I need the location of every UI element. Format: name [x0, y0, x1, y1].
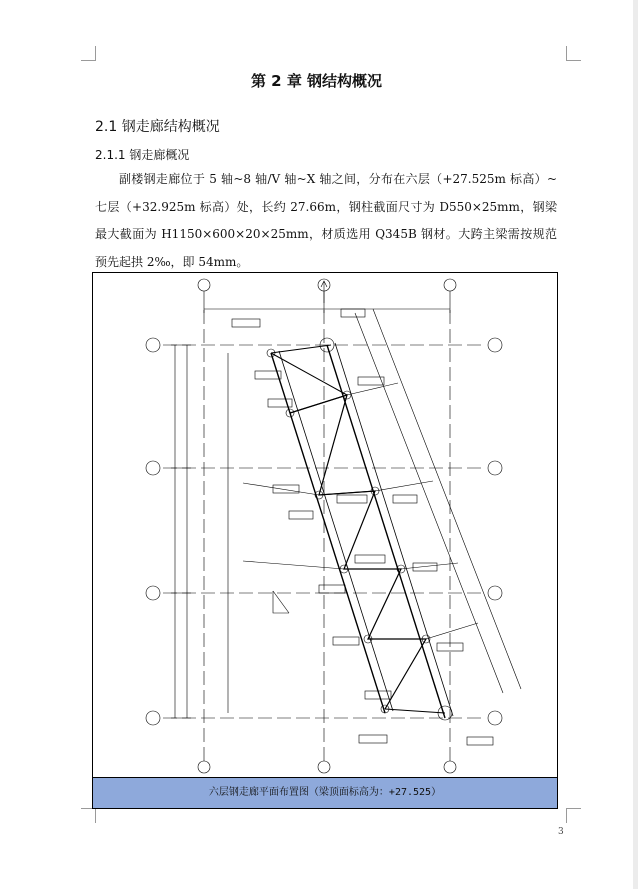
margin-mark-top-right — [566, 46, 581, 61]
margin-mark-top-left — [81, 46, 96, 61]
body-paragraph — [95, 166, 557, 276]
figure-caption: 六层钢走廊平面布置图（梁顶面标高为：+27.525） — [93, 777, 557, 808]
margin-mark-bottom-left — [81, 808, 96, 823]
page-number: 3 — [558, 827, 564, 837]
chapter-title: 第 2 章 钢结构概况 — [250, 72, 383, 90]
margin-mark-bottom-right — [566, 808, 581, 823]
structural-plan-drawing — [93, 273, 557, 778]
subsection-title: 2.1.1 钢走廊概况 — [95, 148, 190, 162]
figure-frame — [92, 272, 558, 809]
section-title: 2.1 钢走廊结构概况 — [95, 119, 220, 135]
paragraph-text: 副楼钢走廊位于 5 轴~8 轴/V 轴~X 轴之间，分布在六层（+27.525m 标高）~七层（+32.925m 标高）处，长约 27.66m，钢柱截面尺寸为 D550×25mm，钢梁最大截面为 H1150×600×20×25mm，材质选用 Q345B 钢材。大跨主梁需按规范预先起拱 2‰，即 54mm。 — [95, 172, 557, 269]
